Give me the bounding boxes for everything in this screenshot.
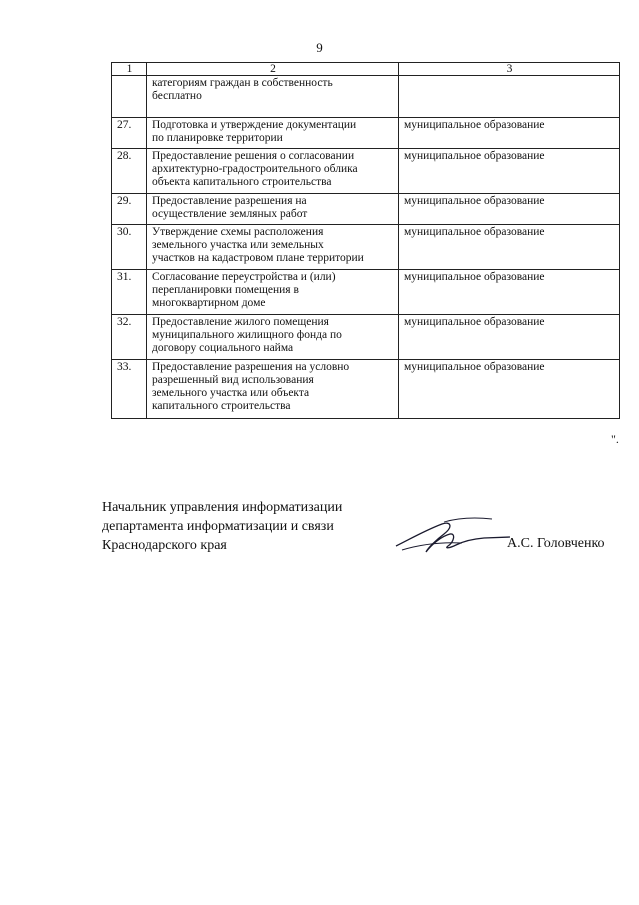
signer-title-line: Начальник управления информатизации (102, 500, 343, 515)
table-row (112, 118, 620, 149)
row-number (112, 225, 147, 270)
row-number (112, 270, 147, 315)
table-row (112, 270, 620, 315)
responsible-level (399, 118, 620, 149)
responsible-level-text: муниципальное образование (404, 119, 545, 131)
header-col-2: 2 (147, 63, 399, 76)
table-header-row (112, 63, 620, 76)
signer-title-line: Краснодарского края (102, 538, 227, 553)
service-name (147, 315, 399, 360)
responsible-level (399, 194, 620, 225)
service-name-text: Утверждение схемы расположения земельного участка или земельных участков на кадастровом плане территории (152, 226, 364, 264)
responsible-level-text: муниципальное образование (404, 361, 545, 373)
service-name-text: Предоставление решения о согласовании архитектурно-градостроительного облика объекта капитального строительства (152, 150, 358, 188)
service-name-text: Предоставление разрешения на осуществление земляных работ (152, 195, 308, 220)
signer-name: А.С. Головченко (507, 536, 605, 551)
row-number (112, 315, 147, 360)
table-row (112, 194, 620, 225)
table-row (112, 149, 620, 194)
row-number-text: 27. (117, 119, 132, 131)
service-name (147, 76, 399, 118)
responsible-level (399, 149, 620, 194)
row-number (112, 194, 147, 225)
row-number (112, 360, 147, 419)
row-number-text: 28. (117, 150, 132, 162)
service-name-text: Предоставление разрешения на условно разрешенный вид использования земельного участка или объекта капитального строительства (152, 361, 350, 412)
table-row (112, 76, 620, 118)
responsible-level-text: муниципальное образование (404, 271, 545, 283)
row-number (112, 149, 147, 194)
service-name (147, 194, 399, 225)
row-number-text: 31. (117, 271, 132, 283)
closing-quote: ". (611, 432, 619, 446)
table-row (112, 360, 620, 419)
service-name (147, 360, 399, 419)
row-number (112, 118, 147, 149)
responsible-level-text: муниципальное образование (404, 226, 545, 238)
responsible-level (399, 225, 620, 270)
service-name-text: Согласование переустройства и (или) перепланировки помещения в многоквартирном доме (152, 271, 336, 309)
row-number-text: 29. (117, 195, 132, 207)
service-name-text: Предоставление жилого помещения муниципального жилищного фонда по договору социального найма (152, 316, 342, 354)
service-name (147, 225, 399, 270)
row-number-text: 32. (117, 316, 132, 328)
service-name (147, 118, 399, 149)
signature-block (102, 498, 342, 555)
signer-title-line: департамента информатизации и связи (102, 519, 334, 534)
table-row (112, 315, 620, 360)
row-number-text: 33. (117, 361, 132, 373)
row-number-text: 30. (117, 226, 132, 238)
responsible-level-text: муниципальное образование (404, 150, 545, 162)
row-number (112, 76, 147, 118)
handwritten-signature (392, 512, 516, 562)
service-name-text: Подготовка и утверждение документации по планировке территории (152, 119, 357, 144)
responsible-level (399, 360, 620, 419)
services-table (111, 62, 620, 419)
responsible-level-text: муниципальное образование (404, 195, 545, 207)
responsible-level (399, 315, 620, 360)
responsible-level (399, 76, 620, 118)
table-row (112, 225, 620, 270)
header-col-1: 1 (112, 63, 147, 76)
service-name (147, 149, 399, 194)
service-name (147, 270, 399, 315)
page-number: 9 (316, 40, 323, 55)
header-col-3: 3 (399, 63, 620, 76)
service-name-text: категориям граждан в собственность бесплатно (152, 77, 333, 102)
responsible-level-text: муниципальное образование (404, 316, 545, 328)
responsible-level (399, 270, 620, 315)
